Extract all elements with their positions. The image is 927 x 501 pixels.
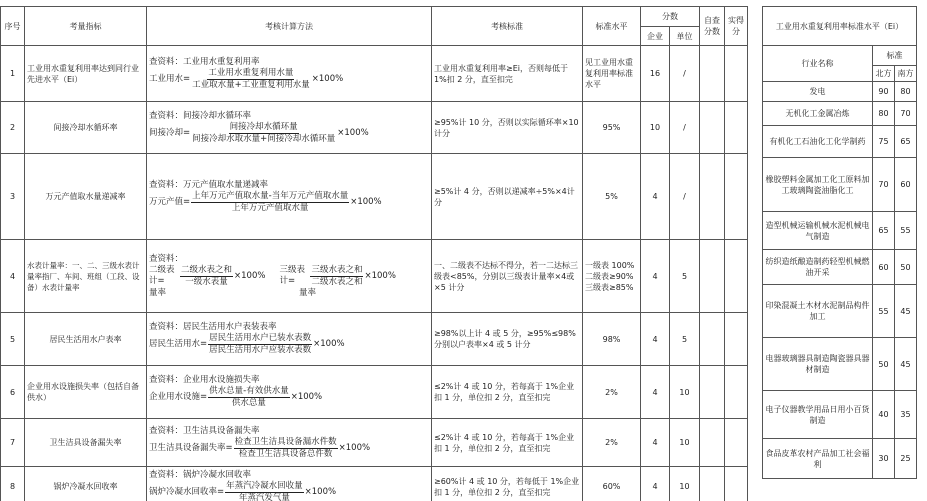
row-enterprise: 4: [641, 313, 670, 366]
method-a-tail: 量率: [149, 287, 167, 298]
row-standard: ≥98%以上计 4 或 5 分，≥95%≤98%分别以户表率×4 或 5 计分: [432, 313, 583, 366]
table-row: [1, 102, 748, 154]
row-method: [147, 102, 432, 154]
ei-row: [763, 285, 917, 338]
row-unit: 10: [670, 366, 700, 419]
row-level: 一级表 100% 二级表≥90% 三级表≥85%: [583, 240, 641, 313]
row-actual-score: [725, 240, 748, 313]
method-numerator: 年蒸汽冷凝水回收量: [226, 480, 303, 491]
assessment-table: [0, 6, 748, 501]
table-row: [1, 366, 748, 419]
row-standard: 工业用水重复利用率≥Ei，否则每低于 1%扣 2 分，直至扣完: [432, 46, 583, 102]
header-method: 考核计算方法: [147, 7, 432, 46]
row-self-score: [700, 154, 725, 240]
row-actual-score: [725, 467, 748, 501]
ei-industry: 造型机械运输机械水泥机械电气制造: [763, 212, 873, 250]
ei-industry: 橡胶塑料金属加工化工原料加工玻璃陶瓷油脂化工: [763, 158, 873, 212]
ei-north: 30: [873, 439, 895, 479]
ei-north: 75: [873, 126, 895, 158]
ei-row: [763, 439, 917, 479]
header-unit: 单位: [670, 27, 700, 46]
method-numerator: 检查卫生洁具设备漏水件数: [234, 436, 337, 447]
ei-table-title: 工业用水重复利用率标准水平（Ei）: [763, 7, 917, 46]
row-method: [147, 366, 432, 419]
header-enterprise: 企业: [641, 27, 670, 46]
method-lhs: 居民生活用水=: [149, 339, 208, 349]
method-lhs: 企业用水设施=: [149, 392, 208, 402]
table-row: [1, 419, 748, 467]
method-a-denominator: 一级水表量: [185, 276, 228, 287]
table-row: [1, 154, 748, 240]
table-row: [1, 46, 748, 102]
row-self-score: [700, 419, 725, 467]
ei-row: [763, 212, 917, 250]
row-level: 60%: [583, 467, 641, 501]
row-unit: /: [670, 102, 700, 154]
method-intro: 查资料：: [149, 253, 184, 264]
row-self-score: [700, 102, 725, 154]
method-fraction: [225, 481, 304, 501]
header-standard: 考核标准: [432, 7, 583, 46]
row-method: [147, 419, 432, 467]
row-method: [147, 313, 432, 366]
method-lhs: 间接冷却=: [149, 127, 191, 138]
method-suffix: ×100%: [304, 486, 337, 497]
row-standard: ≥95%计 10 分，否则以实际循环率×10计分: [432, 102, 583, 154]
ei-south: 55: [895, 212, 917, 250]
ei-south: 65: [895, 126, 917, 158]
method-intro: 查资料：万元产值取水量递减率: [149, 179, 269, 190]
ei-north: 80: [873, 102, 895, 126]
row-level: 2%: [583, 419, 641, 467]
method-denominator: 供水总量: [231, 398, 266, 408]
row-method: [147, 46, 432, 102]
ei-north: 70: [873, 158, 895, 212]
row-actual-score: [725, 313, 748, 366]
ei-row: [763, 82, 917, 102]
method-suffix: ×100%: [350, 196, 382, 207]
row-indicator: 万元产值取水量递减率: [25, 154, 147, 240]
ei-row: [763, 391, 917, 439]
row-seq: 8: [1, 467, 25, 501]
row-self-score: [700, 240, 725, 313]
row-level: 95%: [583, 102, 641, 154]
ei-north: 60: [873, 250, 895, 285]
row-level: 5%: [583, 154, 641, 240]
method-lhs: 工业用水=: [149, 73, 191, 84]
ei-row: [763, 158, 917, 212]
ei-south: 70: [895, 102, 917, 126]
row-indicator: 企业用水设施损失率（包括自备供水）: [25, 366, 147, 419]
method-numerator: 间接冷却水循环量: [229, 121, 298, 132]
method-suffix: ×100%: [290, 392, 323, 402]
method-fraction: [208, 333, 312, 356]
row-indicator: 卫生洁具设备漏失率: [25, 419, 147, 467]
ei-south: 45: [895, 338, 917, 391]
row-seq: 3: [1, 154, 25, 240]
row-actual-score: [725, 366, 748, 419]
ei-south: 25: [895, 439, 917, 479]
method-lhs: 万元产值=: [149, 196, 191, 207]
table-row: [1, 240, 748, 313]
ei-industry: 电器玻璃器具制造陶瓷器具器材制造: [763, 338, 873, 391]
method-fraction: [191, 68, 311, 91]
row-self-score: [700, 46, 725, 102]
method-b-fraction: [310, 265, 363, 288]
method-suffix: ×100%: [338, 442, 371, 453]
method-denominator: 工业取水量+工业重复利用水量: [192, 79, 310, 90]
row-actual-score: [725, 46, 748, 102]
header-self: 自查分数: [700, 7, 725, 46]
ei-row: [763, 102, 917, 126]
header-level: 标准水平: [583, 7, 641, 46]
ei-south: 80: [895, 82, 917, 102]
row-unit: /: [670, 46, 700, 102]
method-intro: 查资料：工业用水重复利用率: [149, 56, 260, 67]
ei-north: 65: [873, 212, 895, 250]
row-level: 98%: [583, 313, 641, 366]
ei-south: 35: [895, 391, 917, 439]
method-denominator: 居民生活用水户应装水表数: [209, 345, 312, 355]
row-self-score: [700, 313, 725, 366]
method-fraction: [191, 122, 336, 145]
row-seq: 4: [1, 240, 25, 313]
method-b-lhs: 三级表计=: [279, 265, 305, 286]
row-unit: 10: [670, 419, 700, 467]
ei-industry: 发电: [763, 82, 873, 102]
method-a-numerator: 二级水表之和: [181, 264, 233, 275]
row-unit: 5: [670, 240, 700, 313]
ei-north: 90: [873, 82, 895, 102]
row-indicator: 居民生活用水户表率: [25, 313, 147, 366]
method-b-tail: 量率: [299, 287, 317, 298]
ei-industry: 食品皮革农村产品加工社会福利: [763, 439, 873, 479]
ei-industry: 纺织造纸酿造制药轻型机械燃油开采: [763, 250, 873, 285]
row-enterprise: 4: [641, 467, 670, 501]
ei-row: [763, 126, 917, 158]
method-numerator: 供水总量-有效供水量: [209, 386, 289, 396]
row-indicator: 工业用水重复利用率达到同行业先进水平（Ei）: [25, 46, 147, 102]
header-seq: 序号: [1, 7, 25, 46]
header-industry: 行业名称: [763, 46, 873, 82]
row-actual-score: [725, 154, 748, 240]
row-enterprise: 16: [641, 46, 670, 102]
method-numerator: 上年万元产值取水量-当年万元产值取水量: [192, 190, 349, 201]
method-lhs: 卫生洁具设备漏失率=: [149, 442, 233, 453]
row-level: 2%: [583, 366, 641, 419]
method-suffix: ×100%: [311, 73, 344, 84]
header-standard-group: 标准: [873, 46, 917, 66]
ei-row: [763, 338, 917, 391]
row-self-score: [700, 366, 725, 419]
method-intro: 查资料：锅炉冷凝水回收率: [149, 469, 252, 480]
row-self-score: [700, 467, 725, 501]
row-unit: 5: [670, 313, 700, 366]
row-actual-score: [725, 419, 748, 467]
method-fraction: [208, 386, 290, 409]
method-intro: 查资料：间接冷却水循环率: [149, 110, 252, 121]
method-intro: 查资料：居民生活用水户表装表率: [149, 322, 277, 332]
header-north: 北方: [873, 66, 895, 82]
ei-industry: 有机化工石油化工化学制药: [763, 126, 873, 158]
method-denominator: 间接冷却水取水量+间接冷却水循环量: [192, 133, 336, 144]
method-intro: 查资料：卫生洁具设备漏失率: [149, 425, 260, 436]
header-indicator: 考量指标: [25, 7, 147, 46]
row-actual-score: [725, 102, 748, 154]
ei-standard-table: [762, 6, 917, 479]
row-seq: 5: [1, 313, 25, 366]
ei-industry: 印染混凝土木材水泥制品构件加工: [763, 285, 873, 338]
ei-row: [763, 250, 917, 285]
row-seq: 1: [1, 46, 25, 102]
row-seq: 2: [1, 102, 25, 154]
header-score: 分数: [641, 7, 700, 27]
row-enterprise: 4: [641, 366, 670, 419]
ei-north: 40: [873, 391, 895, 439]
method-numerator: 居民生活用水户已装水表数: [209, 333, 312, 343]
ei-industry: 无机化工金属冶炼: [763, 102, 873, 126]
row-seq: 6: [1, 366, 25, 419]
ei-south: 45: [895, 285, 917, 338]
method-suffix: ×100%: [313, 339, 345, 349]
row-enterprise: 4: [641, 240, 670, 313]
row-standard: ≥5%计 4 分，否则以递减率÷5%×4计分: [432, 154, 583, 240]
row-method: [147, 240, 432, 313]
row-level: 见工业用水重复利用率标准水平: [583, 46, 641, 102]
row-method: [147, 154, 432, 240]
table-row: [1, 313, 748, 366]
row-enterprise: 10: [641, 102, 670, 154]
row-standard: ≤2%计 4 或 10 分，若每高于 1%企业扣 1 分，单位扣 2 分，直至扣完: [432, 366, 583, 419]
row-enterprise: 4: [641, 419, 670, 467]
row-method: [147, 467, 432, 501]
row-unit: 10: [670, 467, 700, 501]
method-fraction: [191, 191, 349, 214]
row-standard: ≤2%计 4 或 10 分，若每高于 1%企业扣 1 分，单位扣 2 分，直至扣完: [432, 419, 583, 467]
method-a-suffix: ×100%: [234, 270, 266, 281]
method-fraction: [234, 437, 338, 460]
row-unit: /: [670, 154, 700, 240]
table-row: [1, 467, 748, 501]
ei-north: 50: [873, 338, 895, 391]
ei-south: 50: [895, 250, 917, 285]
row-enterprise: 4: [641, 154, 670, 240]
header-actual: 实得分: [725, 7, 748, 46]
method-a-lhs: 二级表计=: [149, 265, 175, 286]
method-intro: 查资料：企业用水设施损失率: [149, 375, 260, 385]
method-lhs: 锅炉冷凝水回收率=: [149, 486, 225, 497]
row-indicator: 锅炉冷凝水回收率: [25, 467, 147, 501]
method-a-fraction: [180, 265, 233, 288]
method-denominator: 上年万元产值取水量: [231, 202, 309, 213]
row-indicator: 间接冷却水循环率: [25, 102, 147, 154]
row-standard: ≥60%计 4 或 10 分，若每低于 1%企业扣 1 分，单位扣 2 分，直至扣完: [432, 467, 583, 501]
method-denominator: 年蒸汽发气量: [238, 492, 290, 501]
ei-north: 55: [873, 285, 895, 338]
row-indicator: 水表计量率：一、二、三级水表计量率指厂、车间、班组（工段、设备）水表计量率: [25, 240, 147, 313]
method-numerator: 工业用水重复利用水量: [208, 67, 294, 78]
ei-south: 60: [895, 158, 917, 212]
method-suffix: ×100%: [337, 127, 369, 138]
header-south: 南方: [895, 66, 917, 82]
row-standard: 一、二级表不达标不得分，若一二达标三级表<85%，分别以三级表计量率×4或×5 计分: [432, 240, 583, 313]
ei-industry: 电子仪器教学用品日用小百货制造: [763, 391, 873, 439]
method-b-denominator: 二级水表之和: [311, 276, 363, 287]
method-denominator: 检查卫生洁具设备总件数: [238, 448, 333, 459]
row-seq: 7: [1, 419, 25, 467]
method-b-numerator: 三级水表之和: [311, 264, 363, 275]
method-b-suffix: ×100%: [364, 270, 396, 281]
